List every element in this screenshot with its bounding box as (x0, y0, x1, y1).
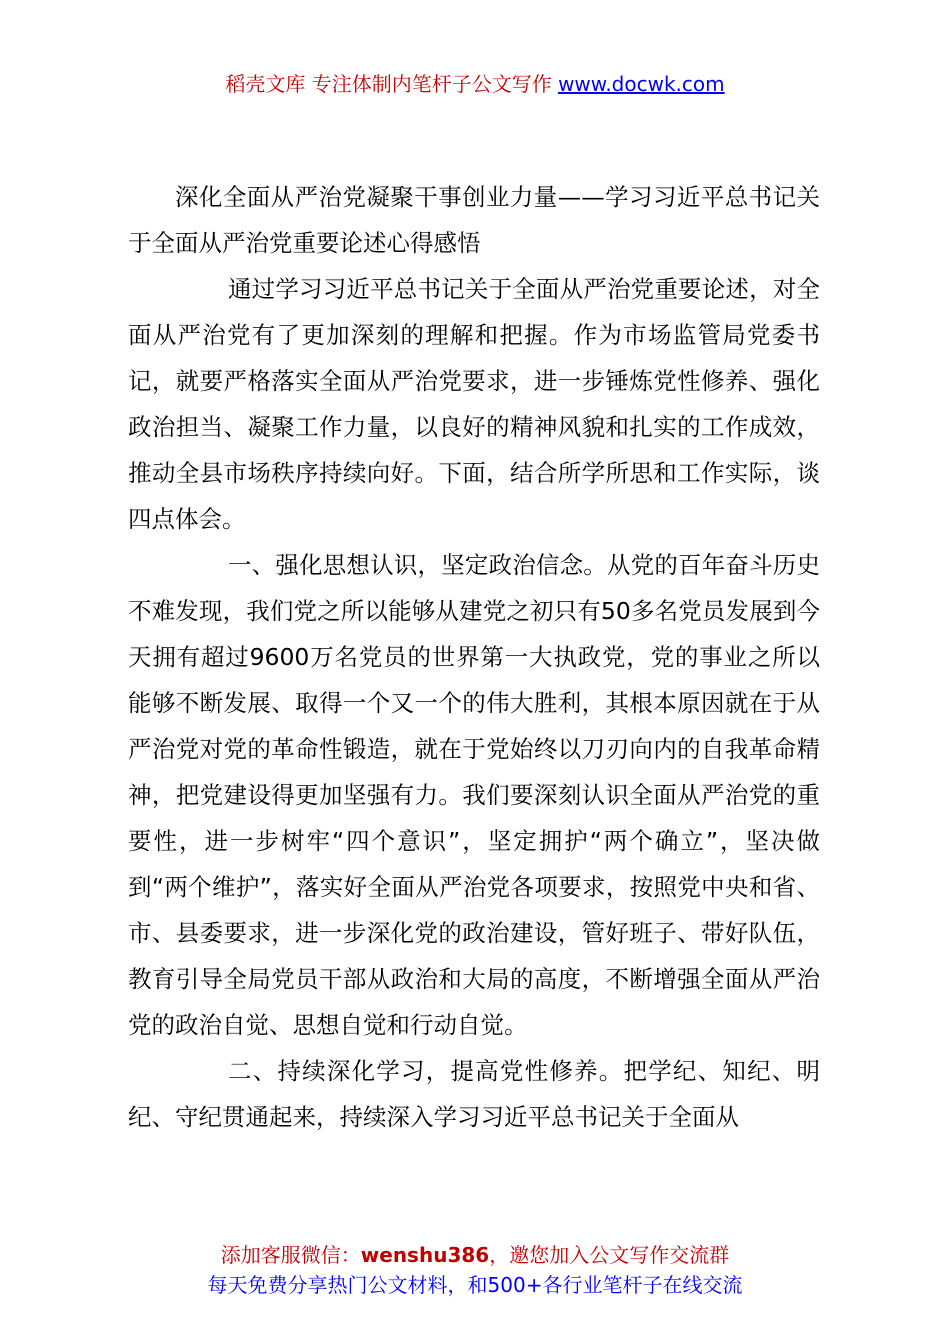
page-footer (0, 1240, 950, 1300)
footer-wechat-prefix: 添加客服微信： (220, 1243, 361, 1267)
footer-wechat-suffix: ，邀您加入公文写作交流群 (489, 1243, 730, 1267)
article-paragraph-point-one: 一、强化思想认识，坚定政治信念。从党的百年奋斗历史不难发现，我们党之所以能够从建党之初只有50多名党员发展到今天拥有超过9600万名党员的世界第一大执政党，党的事业之所以能够不断发展、取得一个又一个的伟大胜利，其根本原因就在于从严治党对党的革命性锻造，就在于党始终以刀刃向内的自我革命精神，把党建设得更加坚强有力。我们要深刻认识全面从严治党的重要性，进一步树牢“四个意识”，坚定拥护“两个确立”，坚决做到“两个维护”，落实好全面从严治党各项要求，按照党中央和省、市、县委要求，进一步深化党的政治建设，管好班子、带好队伍，教育引导全局党员干部从政治和大局的高度，不断增强全面从严治党的政治自觉、思想自觉和行动自觉。 (128, 551, 820, 1039)
header-brand: 稻壳文库 专注体制内笔杆子公文写作 (225, 72, 552, 96)
article-paragraph-intro: 通过学习习近平总书记关于全面从严治党重要论述，对全面从严治党有了更加深刻的理解和把握。作为市场监管局党委书记，就要严格落实全面从严治党要求，进一步锤炼党性修养、强化政治担当、凝聚工作力量，以良好的精神风貌和扎实的工作成效，推动全县市场秩序持续向好。下面，结合所学所思和工作实际，谈四点体会。 (128, 275, 820, 533)
footer-promo-line: 每天免费分享热门公文材料，和500+各行业笔杆子在线交流 (207, 1273, 743, 1297)
page-header (0, 70, 950, 98)
article-paragraph-point-two: 二、持续深化学习，提高党性修养。把学纪、知纪、明纪、守纪贯通起来，持续深入学习习近平总书记关于全面从 (128, 1057, 820, 1131)
header-url-link[interactable]: www.docwk.com (558, 72, 725, 96)
article-body (128, 174, 820, 1140)
article-title: 深化全面从严治党凝聚干事创业力量——学习习近平总书记关于全面从严治党重要论述心得感悟 (128, 183, 820, 257)
footer-wechat-line (0, 1240, 950, 1270)
footer-wechat-id: wenshu386 (360, 1243, 490, 1267)
